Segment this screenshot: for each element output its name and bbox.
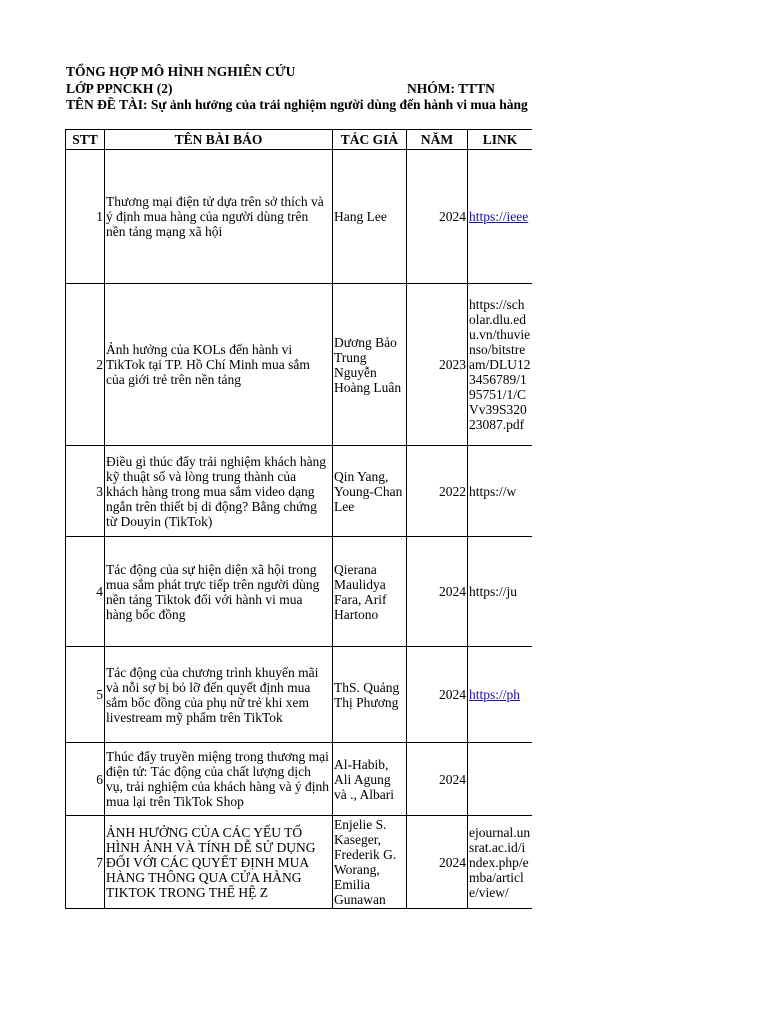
table-row xyxy=(66,816,533,909)
row-stt: 7 xyxy=(66,816,105,909)
row-link[interactable]: https://ju xyxy=(469,584,518,599)
row-link[interactable]: ejournal.unsrat.ac.id/index.php/emba/article/view/ xyxy=(469,824,531,900)
row-year: 2024 xyxy=(407,816,468,909)
row-author: Dương Bảo Trung Nguyễn Hoàng Luân xyxy=(333,284,407,446)
row-author: Al-Habib, Ali Agung và ., Albari xyxy=(333,743,407,816)
row-title: Tác động của chương trình khuyến mãi và nỗi sợ bị bỏ lỡ đến quyết định mua sắm bốc đồng của phụ nữ trẻ khi xem livestream mỹ phẩm trên TikTok xyxy=(105,647,333,743)
document-title: TỔNG HỢP MÔ HÌNH NGHIÊN CỨU xyxy=(66,64,296,79)
row-title: Thương mại điện tử dựa trên sở thích và ý định mua hàng của người dùng trên nền tảng mạng xã hội xyxy=(105,150,333,284)
class-line: LỚP PPNCKH (2) xyxy=(66,81,173,96)
row-stt: 3 xyxy=(66,446,105,537)
row-year: 2024 xyxy=(407,647,468,743)
row-stt: 2 xyxy=(66,284,105,446)
row-author: Enjelie S. Kaseger, Frederik G. Worang, Emilia Gunawan xyxy=(333,816,407,909)
table-row xyxy=(66,647,533,743)
col-header-link: LINK xyxy=(468,130,533,150)
row-title: ẢNH HƯỞNG CỦA CÁC YẾU TỐ HÌNH ẢNH VÀ TÍNH DỄ SỬ DỤNG ĐỐI VỚI CÁC QUYẾT ĐỊNH MUA HÀNG THÔNG QUA CỬA HÀNG TIKTOK TRONG THẾ HỆ Z xyxy=(105,816,333,909)
row-author: Qin Yang, Young-Chan Lee xyxy=(333,446,407,537)
group-label: NHÓM: TTTN xyxy=(407,81,495,96)
row-year: 2024 xyxy=(407,150,468,284)
table-row xyxy=(66,284,533,446)
col-header-title: TÊN BÀI BÁO xyxy=(105,130,333,150)
col-header-year: NĂM xyxy=(407,130,468,150)
row-author: Qierana Maulidya Fara, Arif Hartono xyxy=(333,537,407,647)
row-author: Hang Lee xyxy=(333,150,407,284)
row-title: Thúc đẩy truyền miệng trong thương mại điện tử: Tác động của chất lượng dịch vụ, trải nghiệm của khách hàng và ý định mua lại trên TikTok Shop xyxy=(105,743,333,816)
row-link[interactable]: https://ph xyxy=(469,687,521,702)
row-author: ThS. Quảng Thị Phương xyxy=(333,647,407,743)
row-stt: 1 xyxy=(66,150,105,284)
row-link[interactable]: https://ieee xyxy=(469,209,529,224)
table-row xyxy=(66,537,533,647)
row-link[interactable]: https://w xyxy=(469,483,517,499)
row-year: 2024 xyxy=(407,743,468,816)
topic-line: TÊN ĐỀ TÀI: Sự ảnh hưởng của trải nghiệm người dùng đến hành vi mua hàng xyxy=(66,97,528,112)
row-link[interactable]: https://scholar.dlu.edu.vn/thuvienso/bitstream/DLU123456789/195751/1/CVv39S32023087.pdf xyxy=(469,297,531,432)
row-title: Ảnh hưởng của KOLs đến hành vi TikTok tại TP. Hồ Chí Minh mua sắm của giới trẻ trên nền tảng xyxy=(105,284,333,446)
row-year: 2022 xyxy=(407,446,468,537)
research-table xyxy=(65,129,532,909)
row-stt: 6 xyxy=(66,743,105,816)
table-row xyxy=(66,446,533,537)
row-year: 2024 xyxy=(407,537,468,647)
research-table-container xyxy=(65,129,532,909)
table-row xyxy=(66,150,533,284)
table-header-row xyxy=(66,130,533,150)
row-title: Tác động của sự hiện diện xã hội trong mua sắm phát trực tiếp trên người dùng nền tảng Tiktok đối với hành vi mua hàng bốc đồng xyxy=(105,537,333,647)
row-stt: 4 xyxy=(66,537,105,647)
col-header-author: TÁC GIẢ xyxy=(333,130,407,150)
row-year: 2023 xyxy=(407,284,468,446)
row-stt: 5 xyxy=(66,647,105,743)
row-title: Điều gì thúc đẩy trải nghiệm khách hàng kỹ thuật số và lòng trung thành của khách hàng trong mua sắm video dạng ngắn trên thiết bị di động? Bằng chứng từ Douyin (TikTok) xyxy=(105,446,333,537)
col-header-stt: STT xyxy=(66,130,105,150)
table-row xyxy=(66,743,533,816)
